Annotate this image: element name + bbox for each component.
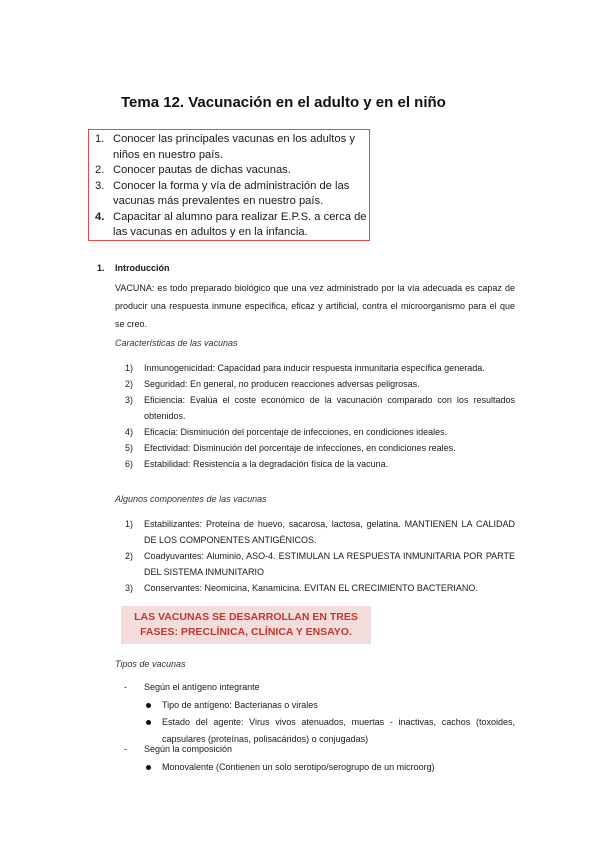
item-text: Estabilizantes: Proteína de huevo, sacarosa, lactosa, gelatina. MANTIENEN LA CALIDAD DE LOS COMPONENTES ANTIGÉNICOS. — [144, 519, 515, 545]
list-item — [125, 548, 515, 580]
dash-marker: - — [124, 744, 127, 754]
item-number: 4. — [95, 210, 105, 223]
list-item — [95, 132, 367, 163]
section-heading — [97, 263, 170, 273]
item-number: 4) — [125, 427, 134, 437]
objectives-list — [95, 132, 367, 241]
dash-item-antigeno — [124, 682, 260, 692]
item-number: 1) — [125, 519, 134, 529]
list-item — [145, 714, 515, 748]
item-label: Según la composición — [144, 744, 233, 754]
list-item — [125, 580, 515, 596]
list-item — [125, 440, 515, 456]
item-label: Según el antígeno integrante — [144, 682, 260, 692]
item-number: 2) — [125, 379, 134, 389]
item-number: 3) — [125, 395, 134, 405]
dash-marker: - — [124, 682, 127, 692]
componentes-list — [125, 516, 515, 596]
list-item — [95, 210, 367, 241]
item-text: Coadyuvantes: Aluminio, ASO-4. ESTIMULAN LA RESPUESTA INMUNITARIA POR PARTE DEL SISTEMA INMUNITARIO — [144, 551, 515, 577]
item-number: 5) — [125, 443, 134, 453]
list-item — [95, 179, 367, 210]
item-number: 2. — [95, 164, 105, 176]
item-text: Seguridad: En general, no producen reacciones adversas peligrosas. — [144, 379, 420, 389]
list-item — [125, 456, 515, 472]
item-number: 6) — [125, 459, 134, 469]
subheading-caracteristicas: Características de las vacunas — [115, 338, 238, 348]
item-text: Inmunogenicidad: Capacidad para inducir respuesta inmunitaria específica generada. — [144, 363, 485, 373]
item-text: Eficacia: Disminución del porcentaje de infecciones, en condiciones ideales. — [144, 427, 448, 437]
item-number: 3) — [125, 583, 134, 593]
banner-line: FASES: PRECLÍNICA, CLÍNICA Y ENSAYO. — [140, 626, 352, 638]
composicion-bullets — [145, 759, 515, 776]
item-text: Capacitar al alumno para realizar E.P.S. a cerca de las vacunas en adultos y en la infancia. — [113, 210, 367, 238]
dash-item-composicion — [124, 744, 232, 754]
item-text: Conocer pautas de dichas vacunas. — [113, 164, 291, 176]
item-number: 1) — [125, 363, 134, 373]
list-item — [125, 516, 515, 548]
phases-banner — [121, 606, 371, 644]
bullet-icon — [146, 703, 151, 708]
list-item — [125, 392, 515, 424]
list-item — [125, 360, 515, 376]
subheading-componentes: Algunos componentes de las vacunas — [115, 494, 267, 504]
list-item — [125, 424, 515, 440]
list-item — [145, 759, 515, 776]
bullet-icon — [146, 765, 151, 770]
banner-line: LAS VACUNAS SE DESARROLLAN EN TRES — [134, 611, 358, 623]
item-text: Estabilidad: Resistencia a la degradación física de la vacuna. — [144, 459, 389, 469]
item-text: Tipo de antígeno: Bacterianas o virales — [162, 700, 318, 710]
list-item — [125, 376, 515, 392]
item-number: 2) — [125, 551, 134, 561]
intro-paragraph: VACUNA: es todo preparado biológico que una vez administrado por la vía adecuada es capaz de producir una respuesta inmune específica, eficaz y artificial, contra el microorganismo para el que se creo. — [115, 283, 515, 329]
item-text: Conocer la forma y vía de administración de las vacunas más prevalentes en nuestro país. — [113, 179, 350, 207]
item-text: Efectividad: Disminución del porcentaje de infecciones, en condiciones reales. — [144, 443, 456, 453]
antigeno-bullets — [145, 697, 515, 748]
list-item — [145, 697, 515, 714]
item-text: Conocer las principales vacunas en los adultos y niños en nuestro país. — [113, 133, 355, 161]
item-number: 3. — [95, 179, 105, 192]
page-title: Tema 12. Vacunación en el adulto y en el niño — [121, 94, 446, 111]
item-text: Eficiencia: Evalúa el coste económico de la vacunación comparado con los resultados obtenidos. — [144, 395, 515, 421]
list-item — [95, 163, 367, 179]
caracteristicas-list — [125, 360, 515, 472]
section-title: Introducción — [115, 263, 170, 273]
section-number: 1. — [97, 263, 105, 273]
item-text: Estado del agente: Virus vivos atenuados, muertas - inactivas, cachos (toxoides, capsulares (proteínas, polisacáridos) o conjugadas) — [162, 717, 515, 744]
subheading-tipos: Tipos de vacunas — [115, 659, 186, 669]
bullet-icon — [146, 720, 151, 725]
item-number: 1. — [95, 133, 105, 145]
item-text: Monovalente (Contienen un solo serotipo/serogrupo de un microorg) — [162, 762, 435, 772]
item-text: Conservantes: Neomicina, Kanamicina. EVITAN EL CRECIMIENTO BACTERIANO. — [144, 583, 478, 593]
